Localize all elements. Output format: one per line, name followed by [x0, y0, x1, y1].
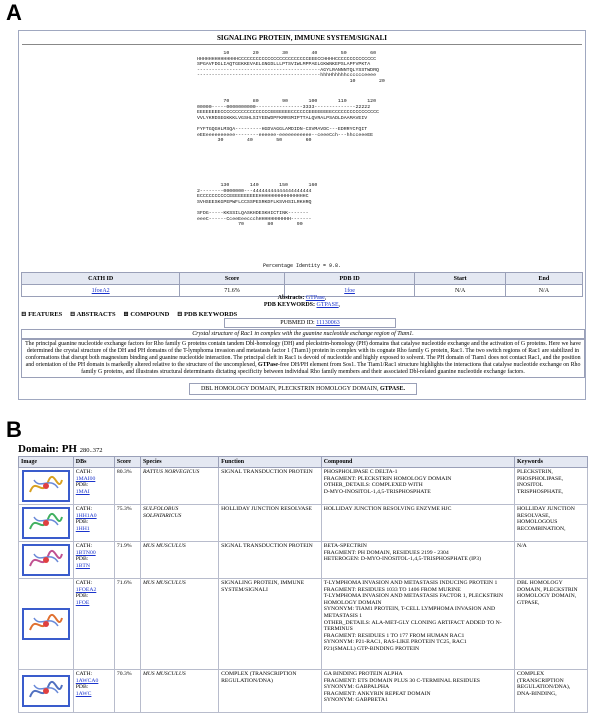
abstract-text: [21, 339, 585, 378]
pdb-label: PDB:: [75, 519, 89, 526]
score-cell: 71.6%: [114, 579, 140, 670]
pdb-label: PDB:: [75, 684, 89, 691]
protein-structure-icon: [24, 677, 68, 705]
header-start: Start: [415, 273, 505, 285]
col-keywords: Keywords: [514, 457, 587, 468]
cath-label: CATH:: [75, 506, 93, 512]
function-cell: COMPLEX (TRANSCRIPTION REGULATION/DNA): [219, 670, 322, 713]
cath-label: CATH:: [75, 469, 93, 475]
keywords-cell: HOLLIDAY JUNCTION RESOLVASE, HOMOLOGOUS RECOMBINATION,: [514, 505, 587, 542]
abstracts-gtpase-link[interactable]: GTPase: [305, 295, 325, 301]
keywords-cell: PLECKSTRIN, PHOSPHOLIPASE, INOSITOL TRISPHOSPHATE,: [514, 468, 587, 505]
cath-id-link[interactable]: 1MAI00: [75, 475, 96, 482]
structure-thumbnail-cell: [19, 579, 74, 670]
header-cath-id: CATH ID: [22, 273, 180, 285]
species-cell: RATTUS NORVEGICUS: [140, 468, 218, 505]
pdb-keywords-line: PDB KEYWORDS: GTPASE,: [263, 302, 341, 308]
col-function: Function: [219, 457, 322, 468]
keywords-box: [189, 383, 417, 395]
pdb-id-link[interactable]: 1foe: [344, 287, 355, 294]
alignment-block-2: 70 80 90 100 110 120 00000-----0000000000----------------3333--------------22222 EEEEEEEECCCCCCCCCCCCCCCCCEEEEEEECCCCCCEEEEEEEECCCCCCCCCCCCCCCC VVLYKRDSEGKKKLVGSHLSIYEEWDPFKRRSMIPTTALQVRALPSADLDAAMAVEIV FYFTGQGHLMSQA---------HGDVAGGLAMDIDN-CSVMAVDC---EDRRYCFQIT eEEeeeeeeeeee--------eeeeee-eeeeeeeeeee--ceeeCch---hhcceeeEE 30 40 50 60: [197, 99, 379, 144]
compound-toggle[interactable]: ⊞ COMPOUND: [123, 311, 170, 318]
pdb-id-link[interactable]: 1FOE: [75, 599, 90, 606]
publication-title: Crystal structure of Rac1 in complex with the guanine nucleotide exchange region of Tiam1.: [21, 329, 585, 339]
cath-label: CATH:: [75, 580, 93, 586]
table-row: [19, 670, 588, 713]
header-score: Score: [180, 273, 284, 285]
keywords-cell: N/A: [514, 542, 587, 579]
pdb-keywords-label: PDB KEYWORDS:: [263, 302, 316, 308]
structure-thumbnail[interactable]: [22, 507, 70, 539]
percentage-identity: Percentage Identity = 9.8.: [262, 263, 341, 269]
abstracts-line: Abstracts: GTPase,: [277, 295, 327, 301]
cath-id-link[interactable]: 1foeA2: [91, 287, 110, 294]
cath-id-link[interactable]: 1FOEA2: [75, 586, 97, 593]
cath-id-link[interactable]: 1AWCA0: [75, 677, 99, 684]
protein-structure-icon: [24, 546, 68, 574]
cath-id-link[interactable]: 1BTN00: [75, 549, 96, 556]
keywords-cell: COMPLEX (TRANSCRIPTION REGULATION/DNA), DNA-BINDING,: [514, 670, 587, 713]
pdb-id-link[interactable]: 1HH1: [75, 525, 90, 532]
dbs-cell: [73, 670, 114, 713]
domain-table: [18, 456, 588, 713]
species-cell: SULFOLOBUS SOLFATARICUS: [140, 505, 218, 542]
function-cell: SIGNAL TRANSDUCTION PROTEIN: [219, 542, 322, 579]
pdb-label: PDB:: [75, 482, 89, 489]
end-value: N/A: [505, 285, 582, 297]
panel-a-label: A: [6, 0, 22, 25]
compound-cell: PHOSPHOLIPASE C DELTA-1 FRAGMENT: PLECKSTRIN HOMOLOGY DOMAIN OTHER_DETAILS: COMPLEXED WITH D-MYO-INOSITOL-1,4,5-TRISPHOSPHATE: [321, 468, 514, 505]
compound-cell: BETA-SPECTRIN FRAGMENT: PH DOMAIN, RESIDUES 2199 - 2304 HETEROGEN: D-MYO-INOSITOL-1,4,5-TRISPHOSPHATE (IP3): [321, 542, 514, 579]
abstracts-toggle[interactable]: ⊟ ABSTRACTS: [69, 311, 116, 318]
panel-b-label: B: [6, 417, 22, 442]
title-divider: [22, 44, 582, 45]
structure-thumbnail[interactable]: [22, 544, 70, 576]
pubmed-box: [224, 318, 396, 328]
header-pdb-id: PDB ID: [284, 273, 415, 285]
table-row: [19, 579, 588, 670]
species-cell: MUS MUSCULUS: [140, 579, 218, 670]
col-score: Score: [114, 457, 140, 468]
structure-thumbnail-cell: [19, 505, 74, 542]
pubmed-label: PUBMED ID:: [280, 320, 315, 326]
species-cell: MUS MUSCULUS: [140, 542, 218, 579]
dbs-cell: [73, 505, 114, 542]
domain-panel: [18, 443, 588, 713]
domain-heading: [18, 443, 588, 455]
protein-structure-icon: [24, 509, 68, 537]
pdb-label: PDB:: [75, 593, 89, 600]
start-value: N/A: [415, 285, 505, 297]
table-row: [19, 505, 588, 542]
abstract-text-pre: The principal guanine nucleotide exchange factors for Rho family G proteins contain tandem Dbl-homology (DH) and pleckstrin-homology (PH) domains that catalyse nucleotide exchange and the activation of G proteins. Here we have determined the crystal structure of the DH and PH domains of the T-lymphoma invasion and metastasis factor 1 (Tiam1) protein in complex with its cognate Rho family G protein, Rac1. The two switch regions of Rac1 are stabilized in conformations that disrupt both magnesium binding and guanine nucleotide interaction. The principal cleft in Rac1 is devoid of nucleotide and highly exposed to solvent. The PH domain of Tiam1 does not contact Rac1, and the position and orientation of the PH domain is markedly altered relative to the structure of the uncomplexed,: [25, 341, 581, 368]
pdb-keywords-gtpase-link[interactable]: GTPASE: [316, 302, 339, 308]
abstract-text-bold: GTPase: [258, 362, 279, 368]
alignment-panel: [18, 30, 586, 400]
col-species: Species: [140, 457, 218, 468]
structure-thumbnail-cell: [19, 542, 74, 579]
cath-table: [21, 272, 583, 297]
cath-label: CATH:: [75, 671, 93, 677]
pdb-id-link[interactable]: 1AWC: [75, 690, 92, 697]
alignment-title: SIGNALING PROTEIN, IMMUNE SYSTEM/SIGNALI: [217, 34, 387, 42]
protein-structure-icon: [24, 610, 68, 638]
domain-title: Domain: PH: [18, 443, 77, 455]
score-cell: 70.3%: [114, 670, 140, 713]
cath-id-link[interactable]: 1HH1A0: [75, 512, 97, 519]
species-cell: MUS MUSCULUS: [140, 670, 218, 713]
function-cell: SIGNAL TRANSDUCTION PROTEIN: [219, 468, 322, 505]
keywords-bold: GTPASE.: [379, 386, 406, 392]
alignment-block-1: 10 20 30 40 50 60 HHHHHHHHHHHHHHCCCCCCCCCCCCCCCCCCCCCCCCEEECCHHHHCCCCCCCCCCCCCC SPGAVFDGLIAQTGEKKEVAELGNGDLLLPTSVIWLMPPAELGKWNKEPSLAPFVPKTA ------------------------------------------AGYLRANNNTQLYSSTWDRQ ------------------------------------------hhhHhhhhhcccccceeee 10 20: [197, 51, 385, 84]
score-cell: 80.3%: [114, 468, 140, 505]
keywords-plain: DBL HOMOLOGY DOMAIN, PLECKSTRIN HOMOLOGY DOMAIN,: [200, 386, 380, 392]
pdb-keywords-toggle[interactable]: ⊟ PDB KEYWORDS: [176, 311, 238, 318]
pdb-label: PDB:: [75, 556, 89, 563]
pdb-id-link[interactable]: 1MAI: [75, 488, 90, 495]
score-value: 71.6%: [180, 285, 284, 297]
structure-thumbnail-cell: [19, 468, 74, 505]
cath-label: CATH:: [75, 543, 93, 549]
abstract-text-post: -free DH/PH element from Sos1. The Tiam1/Rac1 structure highlights the interactions that catalyse nucleotide exchange on Rho family G proteins, and illustrates structural determinants dictating specificity between individual Rho family members and their associated Dbl-related guanine nucleotide exchange factors.: [81, 362, 581, 375]
score-cell: 75.3%: [114, 505, 140, 542]
pdb-id-link[interactable]: 1BTN: [75, 562, 90, 569]
header-end: End: [505, 273, 582, 285]
dbs-cell: [73, 542, 114, 579]
col-image: Image: [19, 457, 74, 468]
features-toggle[interactable]: ⊟ FEATURES: [21, 311, 63, 318]
table-row: [19, 542, 588, 579]
section-toggles: [21, 310, 243, 318]
col-dbs: DBs: [73, 457, 114, 468]
compound-cell: HOLLIDAY JUNCTION RESOLVING ENZYME HJC: [321, 505, 514, 542]
structure-thumbnail[interactable]: [22, 470, 70, 502]
keywords-cell: DBL HOMOLOGY DOMAIN, PLECKSTRIN HOMOLOGY DOMAIN, GTPASE,: [514, 579, 587, 670]
score-cell: 71.9%: [114, 542, 140, 579]
dbs-cell: [73, 579, 114, 670]
dbs-cell: [73, 468, 114, 505]
structure-thumbnail[interactable]: [22, 675, 70, 707]
col-compound: Compound: [321, 457, 514, 468]
protein-structure-icon: [24, 472, 68, 500]
structure-thumbnail-cell: [19, 670, 74, 713]
function-cell: HOLLIDAY JUNCTION RESOLVASE: [219, 505, 322, 542]
structure-thumbnail[interactable]: [22, 608, 70, 640]
pubmed-id-link[interactable]: 11130063: [316, 320, 340, 326]
function-cell: SIGNALING PROTEIN, IMMUNE SYSTEM/SIGNALI: [219, 579, 322, 670]
compound-cell: T-LYMPHOMA INVASION AND METASTASIS INDUCING PROTEIN 1 FRAGMENT: RESIDUES 1033 TO 1406 FROM MURINE T-LYMPHOMA INVASION AND METASTASIS FACTOR 1, PLECKSTRIN HOMOLOGY DOMAIN SYNONYM: TIAM1 PROTEIN, T-CELL LYMPHOMA INVASION AND METASTASIS 1 OTHER_DETAILS: ALA-MET-GLY CLONING ARTIFACT ADDED TO N- TERMINUS FRAGMENT: RESIDUES 1 TO 177 FROM HUMAN RAC1 SYNONYM: P21-RAC1, RAS-LIKE PROTEIN TC25, RAC1 P21(SMALL) GTP-BINDING PROTEIN: [321, 579, 514, 670]
alignment-block-3: 130 140 150 160 2--------0000000---44444444444444444444 ECCCCCCCCCCEEEEEEEEEEHHHHHHHHHHHHHHHHC SVHSEESKGPEPWFLCCSSPESRKDFLKSVHSILRKHRQ SFDG-----KKSSILQASKHDESKHICTINK------- eeeC------CceeEeeccchHHHHHHHHHHH------- 70 80 90: [197, 183, 318, 228]
table-row: [19, 468, 588, 505]
domain-range: 280..372: [79, 447, 103, 454]
abstracts-label: Abstracts:: [277, 295, 305, 301]
compound-cell: GA BINDING PROTEIN ALPHA FRAGMENT: ETS DOMAIN PLUS 30 C-TERMINAL RESIDUES SYNONYM: GABPALPHA FRAGMENT: ANKYRIN REPEAT DOMAIN SYNONYM: GABPBETA1: [321, 670, 514, 713]
